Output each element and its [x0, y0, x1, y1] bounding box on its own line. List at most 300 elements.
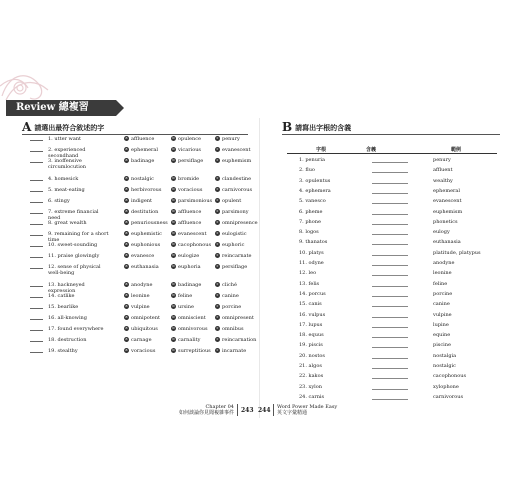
option-marker-icon: b — [172, 176, 175, 180]
meaning-blank[interactable] — [372, 224, 408, 225]
example-word: equine — [433, 332, 451, 339]
answer-option[interactable] — [215, 242, 244, 248]
answer-option[interactable] — [215, 187, 252, 193]
meaning-blank[interactable] — [372, 327, 408, 328]
option-marker-icon: b — [172, 242, 175, 246]
option-text: omnibus — [222, 326, 244, 332]
answer-blank[interactable] — [30, 151, 43, 152]
option-text: carnality — [178, 337, 201, 343]
footer-book-title: Word Power Made Easy — [277, 404, 338, 410]
option-text: nostalgic — [131, 176, 154, 182]
option-text: opulent — [222, 198, 242, 204]
question-row — [30, 264, 260, 278]
option-marker-icon: c — [216, 348, 219, 352]
answer-option[interactable] — [124, 242, 160, 248]
example-word: anodyne — [433, 260, 455, 266]
option-text: ubiquitous — [131, 326, 158, 332]
option-marker-icon: a — [125, 220, 128, 224]
option-text: euphemism — [222, 158, 252, 164]
option-marker-icon: a — [125, 198, 128, 202]
option-marker-icon: c — [216, 209, 219, 213]
option-marker-icon: c — [216, 264, 219, 268]
option-marker-icon: a — [125, 315, 128, 319]
answer-option[interactable] — [171, 326, 208, 332]
answer-option[interactable] — [171, 231, 207, 237]
root-word: 15. canis — [299, 301, 322, 308]
option-marker-icon: a — [125, 348, 128, 352]
meaning-blank[interactable] — [372, 172, 408, 173]
page-number-right: 244 — [258, 407, 271, 414]
option-text: parsimonious — [178, 198, 213, 204]
example-word: affluent — [433, 167, 453, 174]
answer-option[interactable] — [124, 231, 162, 237]
answer-option[interactable] — [215, 304, 241, 310]
option-text: affluence — [178, 209, 202, 215]
answer-option[interactable] — [171, 282, 201, 288]
answer-option[interactable] — [171, 264, 201, 270]
option-text: ursine — [178, 304, 194, 310]
option-text: carnivorous — [222, 187, 253, 193]
root-word: 21. algos — [299, 363, 322, 369]
example-word: feline — [433, 280, 448, 287]
answer-option[interactable] — [124, 187, 161, 193]
option-marker-icon: b — [172, 147, 175, 151]
question-text: 12. sense of physical well-being — [48, 264, 101, 276]
answer-option[interactable] — [171, 176, 199, 182]
answer-option[interactable] — [215, 253, 252, 259]
answer-blank[interactable] — [30, 308, 43, 309]
option-marker-icon: c — [216, 253, 219, 257]
option-marker-icon: a — [125, 264, 128, 268]
example-word: euthanasia — [433, 239, 461, 246]
answer-option[interactable] — [124, 348, 155, 354]
option-marker-icon: a — [125, 187, 128, 191]
meaning-blank[interactable] — [372, 193, 408, 194]
answer-option[interactable] — [171, 253, 199, 259]
answer-blank[interactable] — [30, 224, 43, 225]
option-text: incarnate — [222, 348, 247, 354]
question-text: 14. catlike — [48, 293, 75, 299]
footer-divider-right — [273, 404, 274, 416]
meaning-blank[interactable] — [372, 296, 408, 297]
answer-option[interactable] — [124, 337, 152, 343]
footer-divider-left — [237, 404, 238, 416]
meaning-blank[interactable] — [372, 255, 408, 256]
option-marker-icon: a — [125, 337, 128, 341]
root-row — [287, 219, 497, 227]
option-marker-icon: b — [172, 282, 175, 286]
review-banner: Review 總複習 — [6, 100, 116, 116]
option-marker-icon: b — [172, 348, 175, 352]
answer-blank[interactable] — [30, 341, 43, 342]
option-text: voracious — [178, 187, 203, 193]
option-marker-icon: c — [216, 293, 219, 297]
meaning-blank[interactable] — [372, 234, 408, 235]
answer-blank[interactable] — [30, 330, 43, 331]
option-text: porcine — [222, 304, 242, 310]
answer-option[interactable] — [171, 158, 203, 164]
option-marker-icon: a — [125, 304, 128, 308]
answer-option[interactable] — [215, 326, 244, 332]
header-example: 範例 — [451, 147, 462, 153]
meaning-blank[interactable] — [372, 265, 408, 266]
option-text: vicarious — [178, 147, 201, 153]
question-text: 3. inoffensive circumlocution — [48, 158, 87, 170]
example-word: ephemeral — [433, 187, 461, 194]
meaning-blank[interactable] — [372, 162, 408, 163]
answer-option[interactable] — [124, 136, 154, 142]
answer-blank[interactable] — [30, 257, 43, 258]
example-word: nostalgic — [433, 363, 456, 369]
root-word: 7. phone — [299, 218, 321, 225]
option-text: euphemistic — [131, 231, 162, 237]
answer-option[interactable] — [171, 220, 201, 226]
answer-option[interactable] — [171, 209, 201, 215]
answer-blank[interactable] — [30, 180, 43, 181]
option-text: anodyne — [131, 282, 153, 288]
option-text: euthanasia — [131, 264, 159, 270]
question-text: 5. meat-eating — [48, 187, 85, 193]
answer-option[interactable] — [124, 209, 158, 215]
answer-option[interactable] — [124, 293, 150, 299]
question-row — [30, 348, 260, 362]
footer-chapter-title: 如何談論你見聞複雜事件 — [178, 410, 234, 416]
answer-option[interactable] — [215, 231, 247, 237]
example-word: wealthy — [433, 177, 453, 184]
meaning-blank[interactable] — [372, 214, 408, 215]
option-text: destitution — [131, 209, 159, 215]
root-word: 10. platys — [299, 249, 324, 256]
section-a-header — [22, 121, 104, 133]
root-word: 16. vulpus — [299, 311, 326, 318]
option-text: feline — [178, 293, 193, 299]
option-text: omnivorous — [178, 326, 208, 332]
answer-option[interactable] — [124, 304, 150, 310]
example-word: lupine — [433, 321, 449, 328]
root-row — [287, 312, 497, 320]
option-marker-icon: a — [125, 209, 128, 213]
header-meaning: 含義 — [366, 147, 377, 153]
meaning-blank[interactable] — [372, 203, 408, 204]
root-word: 9. thanatos — [299, 239, 328, 246]
option-text: parsimony — [222, 209, 249, 215]
section-b-instruction: 請寫出字根的含義 — [295, 123, 352, 132]
option-marker-icon: c — [216, 326, 219, 330]
answer-option[interactable] — [215, 337, 256, 343]
meaning-blank[interactable] — [372, 275, 408, 276]
answer-option[interactable] — [171, 337, 200, 343]
root-word: 20. nostos — [299, 352, 325, 359]
meaning-blank[interactable] — [372, 286, 408, 287]
root-word: 3. opulentus — [299, 177, 331, 184]
question-text: 4. homesick — [48, 176, 79, 182]
question-text: 6. stingy — [48, 198, 70, 204]
option-text: reincarnation — [222, 337, 257, 343]
answer-option[interactable] — [171, 242, 211, 248]
answer-option[interactable] — [124, 198, 152, 204]
root-row — [287, 250, 497, 258]
option-marker-icon: c — [216, 304, 219, 308]
option-text: opulence — [178, 136, 201, 142]
answer-blank[interactable] — [30, 235, 43, 236]
answer-option[interactable] — [215, 315, 254, 321]
root-row — [287, 363, 497, 371]
option-text: vulpine — [131, 304, 150, 310]
option-text: badinage — [131, 158, 155, 164]
option-marker-icon: c — [216, 231, 219, 235]
meaning-blank[interactable] — [372, 306, 408, 307]
option-marker-icon: a — [125, 136, 128, 140]
example-word: nostalgia — [433, 352, 457, 359]
answer-option[interactable] — [215, 264, 247, 270]
example-word: evanescent — [433, 198, 462, 205]
answer-option[interactable] — [124, 253, 154, 259]
option-text: reincarnate — [222, 253, 252, 259]
question-text: 10. sweet-sounding — [48, 242, 98, 248]
footer-chapter: Chapter 04 — [205, 404, 234, 410]
answer-option[interactable] — [215, 348, 246, 354]
option-text: omnipotent — [131, 315, 160, 321]
example-word: eulogy — [433, 229, 450, 236]
option-text: euphoria — [178, 264, 201, 270]
root-word: 22. kakos — [299, 373, 324, 380]
answer-blank[interactable] — [30, 352, 43, 353]
option-marker-icon: b — [172, 264, 175, 268]
gutter — [259, 118, 260, 418]
option-marker-icon: b — [172, 198, 175, 202]
footer-left — [178, 404, 234, 416]
root-word: 11. odyne — [299, 260, 324, 266]
answer-option[interactable] — [171, 304, 194, 310]
option-text: penury — [222, 136, 240, 142]
meaning-blank[interactable] — [372, 317, 408, 318]
option-text: persiflage — [222, 264, 248, 270]
answer-option[interactable] — [215, 136, 240, 142]
table-header-rule — [287, 153, 497, 154]
option-text: leonine — [131, 293, 150, 299]
answer-option[interactable] — [171, 136, 201, 142]
example-word: xylophone — [433, 383, 459, 390]
section-b-letter: B — [282, 120, 293, 134]
header-root: 字根 — [316, 147, 327, 153]
root-row — [287, 322, 497, 330]
answer-blank[interactable] — [30, 202, 43, 203]
section-b-header — [282, 121, 351, 133]
meaning-blank[interactable] — [372, 347, 408, 348]
option-marker-icon: c — [216, 158, 219, 162]
question-text: 19. stealthy — [48, 348, 78, 354]
root-row — [287, 270, 497, 278]
meaning-blank[interactable] — [372, 399, 408, 400]
answer-option[interactable] — [124, 158, 154, 164]
answer-option[interactable] — [124, 315, 160, 321]
option-text: euphoric — [222, 242, 245, 248]
root-row — [287, 178, 497, 186]
option-text: ephemeral — [131, 147, 159, 153]
root-row — [287, 239, 497, 247]
root-row — [287, 342, 497, 350]
question-text: 13. hackneyed expression — [48, 282, 85, 294]
option-text: carnage — [131, 337, 152, 343]
root-word: 17. lupus — [299, 321, 323, 328]
option-marker-icon: b — [172, 136, 175, 140]
answer-option[interactable] — [124, 176, 154, 182]
answer-option[interactable] — [171, 293, 192, 299]
meaning-blank[interactable] — [372, 389, 408, 390]
root-row — [287, 353, 497, 361]
meaning-blank[interactable] — [372, 368, 408, 369]
section-a-letter: A — [22, 120, 32, 134]
option-text: bromide — [178, 176, 200, 182]
option-marker-icon: a — [125, 293, 128, 297]
root-row — [287, 157, 497, 165]
example-word: porcine — [433, 290, 453, 297]
root-row — [287, 260, 497, 268]
option-text: eulogistic — [222, 231, 247, 237]
answer-option[interactable] — [124, 147, 158, 153]
root-word: 23. xylon — [299, 383, 323, 390]
option-marker-icon: a — [125, 326, 128, 330]
option-marker-icon: c — [216, 242, 219, 246]
root-row — [287, 291, 497, 299]
root-row — [287, 384, 497, 392]
option-text: surreptitious — [178, 348, 211, 354]
option-marker-icon: a — [125, 231, 128, 235]
example-word: phonetics — [433, 218, 458, 225]
example-word: vulpine — [433, 311, 452, 318]
option-marker-icon: c — [216, 220, 219, 224]
answer-option[interactable] — [215, 147, 251, 153]
option-text: omniscient — [178, 315, 206, 321]
question-row — [30, 158, 260, 172]
answer-option[interactable] — [171, 198, 212, 204]
option-marker-icon: b — [172, 315, 175, 319]
option-text: voracious — [131, 348, 156, 354]
meaning-blank[interactable] — [372, 337, 408, 338]
example-word: cacophonous — [433, 373, 467, 380]
example-word: euphemism — [433, 208, 463, 215]
answer-option[interactable] — [215, 220, 258, 226]
root-word: 14. porcus — [299, 290, 326, 297]
question-text: 16. all-knowing — [48, 315, 87, 321]
page-number-left: 243 — [241, 407, 254, 414]
option-text: badinage — [178, 282, 202, 288]
answer-blank[interactable] — [30, 191, 43, 192]
option-marker-icon: b — [172, 209, 175, 213]
answer-blank[interactable] — [30, 319, 43, 320]
answer-option[interactable] — [171, 348, 211, 354]
option-marker-icon: c — [216, 315, 219, 319]
answer-blank[interactable] — [30, 162, 43, 163]
option-marker-icon: b — [172, 158, 175, 162]
example-word: canine — [433, 301, 450, 308]
answer-blank[interactable] — [30, 297, 43, 298]
answer-option[interactable] — [124, 326, 158, 332]
root-row — [287, 373, 497, 381]
option-marker-icon: c — [216, 282, 219, 286]
answer-option[interactable] — [124, 220, 168, 226]
option-text: cliché — [222, 282, 237, 288]
option-marker-icon: c — [216, 187, 219, 191]
option-marker-icon: b — [172, 304, 175, 308]
meaning-blank[interactable] — [372, 378, 408, 379]
example-word: penury — [433, 157, 451, 163]
option-marker-icon: b — [172, 231, 175, 235]
option-marker-icon: a — [125, 158, 128, 162]
option-marker-icon: b — [172, 187, 175, 191]
section-a-rule — [22, 134, 248, 135]
option-marker-icon: b — [172, 337, 175, 341]
option-marker-icon: b — [172, 220, 175, 224]
meaning-blank[interactable] — [372, 358, 408, 359]
answer-option[interactable] — [215, 293, 239, 299]
option-text: clandestine — [222, 176, 252, 182]
root-row — [287, 332, 497, 340]
option-marker-icon: c — [216, 147, 219, 151]
root-word: 24. carnis — [299, 393, 325, 400]
example-word: leonine — [433, 270, 452, 277]
answer-blank[interactable] — [30, 140, 43, 141]
root-row — [287, 394, 497, 402]
answer-option[interactable] — [215, 209, 249, 215]
root-word: 19. piscis — [299, 342, 323, 349]
option-marker-icon: a — [125, 176, 128, 180]
answer-option[interactable] — [215, 176, 251, 182]
footer-right — [277, 404, 337, 416]
root-word: 8. logos — [299, 229, 319, 236]
question-text: 8. great wealth — [48, 220, 87, 226]
root-row — [287, 188, 497, 196]
answer-option[interactable] — [124, 264, 159, 270]
question-text: 11. praise glowingly — [48, 253, 100, 259]
option-text: evanesce — [131, 253, 155, 259]
answer-blank[interactable] — [30, 246, 43, 247]
answer-option[interactable] — [171, 187, 202, 193]
answer-option[interactable] — [215, 282, 237, 288]
example-word: piscine — [433, 342, 451, 349]
question-text: 9. remaining for a short time — [48, 231, 109, 243]
option-marker-icon: b — [172, 326, 175, 330]
answer-option[interactable] — [171, 147, 201, 153]
answer-blank[interactable] — [30, 213, 43, 214]
question-text: 2. experienced secondhand — [48, 147, 86, 159]
root-word: 18. equus — [299, 332, 324, 339]
meaning-blank[interactable] — [372, 244, 408, 245]
meaning-blank[interactable] — [372, 183, 408, 184]
answer-blank[interactable] — [30, 268, 43, 269]
answer-option[interactable] — [215, 158, 251, 164]
answer-option[interactable] — [124, 282, 152, 288]
answer-option[interactable] — [215, 198, 241, 204]
option-text: affluence — [131, 136, 155, 142]
answer-blank[interactable] — [30, 286, 43, 287]
option-marker-icon: c — [216, 198, 219, 202]
footer-book-subtitle: 英文字彙精通 — [277, 410, 308, 416]
option-marker-icon: b — [172, 293, 175, 297]
option-text: evanescent — [178, 231, 207, 237]
section-b-rule — [282, 134, 500, 135]
option-text: penuriousness — [131, 220, 168, 226]
root-row — [287, 229, 497, 237]
question-text: 18. destruction — [48, 337, 87, 343]
option-text: herbivorous — [131, 187, 162, 193]
question-text: 7. extreme financial need — [48, 209, 99, 221]
section-a-instruction: 請選出最符合敘述的字 — [34, 123, 105, 132]
option-text: indigent — [131, 198, 153, 204]
answer-option[interactable] — [171, 315, 206, 321]
example-word: platitude, platypus — [433, 249, 481, 256]
root-word: 6. pheme — [299, 208, 323, 215]
